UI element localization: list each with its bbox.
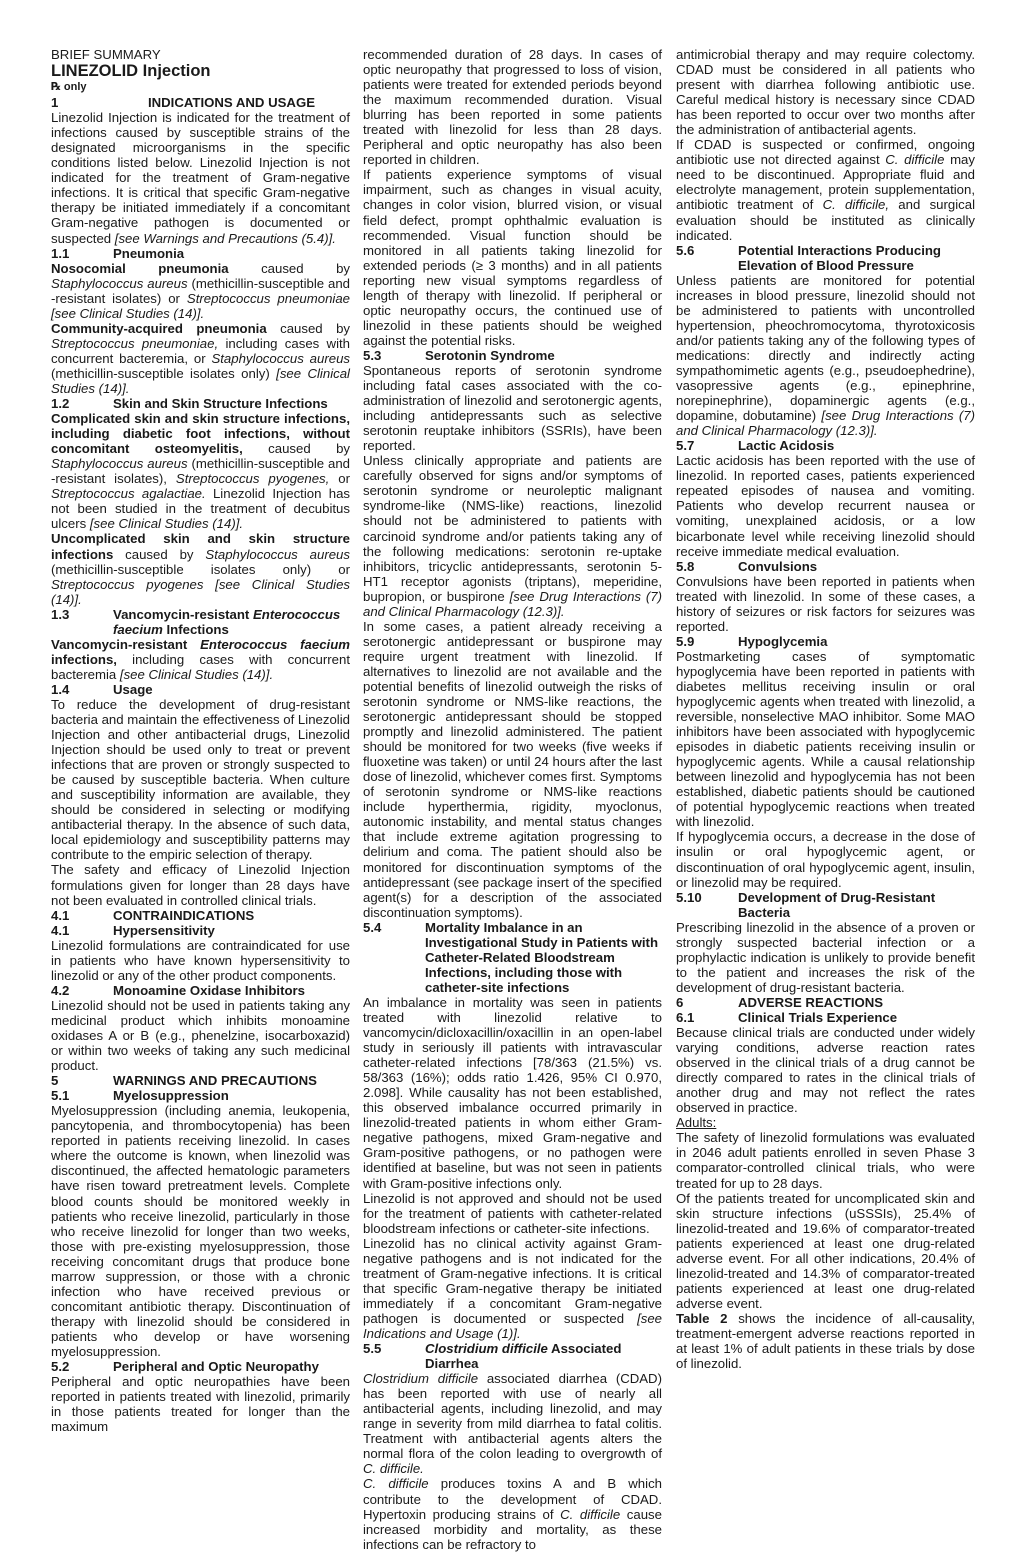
section-4-1-heading: 4.1 Hypersensitivity	[51, 922, 215, 938]
section-4-heading: 4.1 CONTRAINDICATIONS	[51, 907, 255, 923]
adults-text-1: The safety of linezolid formulations was evaluated in 2046 adult patients enrolled in seven Phase 3 comparator-controlled clinical trials, who were treated for up to 28 days.	[676, 1130, 975, 1191]
neuropathy-text: Peripheral and optic neuropathies have been reported in patients treated with linezolid, primarily in those patients treated for longer than the maximum	[51, 1374, 350, 1435]
usage-text-1: To reduce the development of drug-resistant bacteria and maintain the effectiveness of Linezolid Injection and other antibacterial drugs, Linezolid Injection should be used only to treat or prevent infections that are proven or strongly suspected to be caused by susceptible bacteria. When culture and susceptibility information are available, they should be considered in selecting or modifying antibacterial therapy. In the absence of such data, local epidemiology and susceptibility patterns may contribute to the empiric selection of therapy.	[51, 696, 350, 863]
serotonin-text-2: Unless clinically appropriate and patients are carefully observed for signs and/or symptoms of serotonin syndrome or neuroleptic malignant syndrome-like (NMS-like) reactions, linezolid should not be administered to patients with carcinoid syndrome and/or patients taking any of the following medications: serotonin re-uptake inhibitors, tricyclic antidepressants, serotonin 5-HT1 receptor agonists (triptans), meperidine, bupropion, or buspirone [see Drug Interactions (7) and Clinical Pharmacology (12.3)].	[363, 453, 662, 619]
section-5-9-heading: 5.9 Hypoglycemia	[676, 633, 828, 649]
vre-text: Vancomycin-resistant Enterococcus faecium infections, including cases with concurrent bacteremia [see Clinical Studies (14)].	[51, 636, 350, 682]
section-5-3-heading: 5.3 Serotonin Syndrome	[363, 347, 555, 363]
brief-summary-label: BRIEF SUMMARY	[51, 47, 161, 62]
cdad-text-1: Clostridium difficile associated diarrhea (CDAD) has been reported with use of nearly all antibacterial agents, including linezolid, and may range in severity from mild diarrhea to fatal colitis. Treatment with antibacterial agents alters the normal flora of the colon leading to overgrowth of C. difficile.	[363, 1371, 662, 1477]
column-1	[51, 47, 350, 1434]
table-2-reference: Table 2 shows the incidence of all-causality, treatment-emergent adverse reactions reported in at least 1% of adult patients in these trials by dose of linezolid.	[676, 1310, 975, 1372]
section-1-text: Linezolid Injection is indicated for the treatment of infections caused by susceptible strains of the designated microorganisms in the specific conditions listed below. Linezolid Injection is not indicated for the treatment of Gram-negative infections. It is critical that specific Gram-negative therapy be initiated immediately if a concomitant Gram-negative pathogen is documented or suspected [see Warnings and Precautions (5.4)].	[51, 110, 350, 246]
section-1-heading: 1 INDICATIONS AND USAGE	[51, 95, 316, 111]
myelosuppression-text: Myelosuppression (including anemia, leukopenia, pancytopenia, and thrombocytopenia) has been reported in patients receiving linezolid. In cases where the outcome is known, when linezolid was discontinued, the affected hematologic parameters have risen toward pretreatment levels. Complete blood counts should be monitored weekly in patients who receive linezolid, particularly in those who receive linezolid for longer than two weeks, those with pre-existing myelosuppression, those receiving concomitant drugs that produce bone marrow suppression, or those with a chronic infection who have received previous or concomitant antibiotic therapy. Discontinuation of therapy with linezolid should be considered in patients who develop or have worsening myelosuppression.	[51, 1103, 350, 1359]
blood-pressure-text: Unless patients are monitored for potential increases in blood pressure, linezolid should not be administered to patients with uncontrolled hypertension, pheochromocytoma, thyrotoxicosis and/or patients taking any of the following types of medications: directly and indirectly acting sympathomimetic agents (e.g., pseudoephedrine), vasopressive agents (e.g., epinephrine, norepinephrine), dopaminergic agents (e.g., dopamine, dobutamine) [see Drug Interactions (7) and Clinical Pharmacology (12.3)].	[676, 272, 975, 439]
neuropathy-text-cont: recommended duration of 28 days. In cases of optic neuropathy that progressed to loss of vision, patients were treated for extended periods beyond the maximum recommended duration. Visual blurring has been reported in some patients treated with linezolid for less than 28 days. Peripheral and optic neuropathy has also been reported in children.	[363, 47, 662, 168]
adults-subheading: Adults:	[676, 1115, 717, 1131]
section-5-10-heading: 5.10 Development of Drug-Resistant Bacteria	[676, 889, 936, 920]
complicated-ssi-text: Complicated skin and skin structure infections, including diabetic foot infections, without concomitant osteomyelitis, caused by Staphylococcus aureus (methicillin-susceptible and -resistant isolates), Streptococcus pyogenes, or Streptococcus agalactiae. Linezolid Injection has not been studied in the treatment of decubitus ulcers [see Clinical Studies (14)].	[51, 411, 351, 532]
nosocomial-pneumonia-text: Nosocomial pneumonia caused by Staphylococcus aureus (methicillin-susceptible and -resistant isolates) or Streptococcus pneumoniae [see Clinical Studies (14)].	[51, 260, 351, 321]
maoi-text: Linezolid should not be used in patients taking any medicinal product which inhibits monoamine oxidases A or B (e.g., phenelzine, isocarboxazid) or within two weeks of taking any such medicinal product.	[51, 997, 350, 1074]
clinical-trials-text: Because clinical trials are conducted under widely varying conditions, adverse reaction rates observed in the clinical trials of a drug cannot be directly compared to rates in the clinical trials of another drug and may not reflect the rates observed in practice.	[676, 1025, 975, 1116]
section-5-5-heading: 5.5 Clostridium difficile Associated Diarrhea	[363, 1341, 622, 1372]
mortality-text-2: Linezolid is not approved and should not be used for the treatment of patients with catheter-related bloodstream infections or catheter-site infections.	[363, 1190, 662, 1236]
visual-impairment-text: If patients experience symptoms of visual impairment, such as changes in visual acuity, changes in color vision, blurred vision, or visual field defect, prompt ophthalmic evaluation is recommended. Visual function should be monitored in all patients taking linezolid for extended periods (≥ 3 months) and in all patients reporting new visual symptoms regardless of length of therapy with linezolid. If peripheral or optic neuropathy occurs, the continued use of linezolid in these patients should be weighed against the potential risks.	[363, 167, 662, 348]
serotonin-text-3: In some cases, a patient already receiving a serotonergic antidepressant or buspirone may require urgent treatment with linezolid. If alternatives to linezolid are not available and the potential benefits of linezolid outweigh the risks of serotonin syndrome or NMS-like reactions, the serotonergic antidepressant should be stopped promptly and linezolid administered. The patient should be monitored for two weeks (five weeks if fluoxetine was taken) or until 24 hours after the last dose of linezolid, whichever comes first. Symptoms of serotonin syndrome or NMS-like reactions include hyperthermia, rigidity, myoclonus, autonomic instability, and mental status changes that include extreme agitation progressing to delirium and coma. The patient should also be monitored for discontinuation symptoms of the antidepressant (see package insert of the specified agent(s) for a description of the associated discontinuation symptoms).	[363, 618, 662, 920]
section-5-6-heading: 5.6 Potential Interactions Producing Elevation of Blood Pressure	[676, 242, 941, 273]
section-5-7-heading: 5.7 Lactic Acidosis	[676, 438, 835, 454]
section-5-4-heading: 5.4 Mortality Imbalance in an Investigational Study in Patients with Catheter-Related Bloodstream Infections, including those with catheter-site infections	[363, 919, 659, 995]
section-5-8-heading: 5.8 Convulsions	[676, 558, 818, 574]
community-pneumonia-text: Community-acquired pneumonia caused by Streptococcus pneumoniae, including cases with concurrent bacteremia, or Staphylococcus aureus (methicillin-susceptible isolates only) [see Clinical Studies (14)].	[51, 320, 350, 396]
mortality-text-1: An imbalance in mortality was seen in patients treated with linezolid relative to vancomycin/dicloxacillin/oxacillin in an open-label study in seriously ill patients with intravascular catheter-related infections [78/363 (21.5%) vs. 58/363 (16%); odds ratio 1.426, 95% CI 0.970, 2.098]. While causality has not been established, this observed imbalance occurred primarily in linezolid-treated patients in whom either Gram-negative pathogens, mixed Gram-negative and Gram-positive pathogens, or no pathogen were identified at baseline, but was not seen in patients with Gram-positive infections only.	[363, 994, 662, 1191]
section-5-2-heading: 5.2 Peripheral and Optic Neuropathy	[51, 1359, 319, 1375]
hypersensitivity-text: Linezolid formulations are contraindicated for use in patients who have known hypersensitivity to linezolid or any of the other product components.	[51, 937, 350, 983]
column-3	[676, 47, 975, 1371]
section-4-2-heading: 4.2 Monoamine Oxidase Inhibitors	[51, 982, 305, 998]
drug-resistant-text: Prescribing linezolid in the absence of a proven or strongly suspected bacterial infection or a prophylactic indication is unlikely to provide benefit to the patient and increases the risk of the development of drug-resistant bacteria.	[676, 919, 975, 995]
document-title: LINEZOLID Injection	[51, 62, 211, 81]
mortality-text-3: Linezolid has no clinical activity against Gram-negative pathogens and is not indicated for the treatment of Gram-negative infections. It is critical that specific Gram-negative therapy be initiated immediately if a concomitant Gram-negative pathogen is documented or suspected [see Indications and Usage (1)].	[363, 1235, 663, 1341]
cdad-text-cont: antimicrobial therapy and may require colectomy. CDAD must be considered in all patients who present with diarrhea following antibiotic use. Careful medical history is necessary since CDAD has been reported to occur over two months after the administration of antibacterial agents.	[676, 47, 975, 138]
hypoglycemia-text-1: Postmarketing cases of symptomatic hypoglycemia have been reported in patients with diabetes mellitus receiving insulin or oral hypoglycemic agents when treated with linezolid, a reversible, nonselective MAO inhibitor. Some MAO inhibitors have been associated with hypoglycemic episodes in diabetic patients receiving insulin or hypoglycemic agents. While a causal relationship between linezolid and hypoglycemia has not been established, diabetic patients should be cautioned of potential hypoglycemic reactions when treated with linezolid.	[676, 648, 975, 830]
cdad-text-3: If CDAD is suspected or confirmed, ongoing antibiotic use not directed against C. difficile may need to be discontinued. Appropriate fluid and electrolyte management, protein supplementation, antibiotic treatment of C. difficile, and surgical evaluation should be instituted as clinically indicated.	[676, 137, 976, 243]
adults-text-2: Of the patients treated for uncomplicated skin and skin structure infections (uSSSIs), 25.4% of linezolid-treated and 19.6% of comparator-treated patients experienced at least one drug-related adverse event. For all other indications, 20.4% of linezolid-treated and 14.3% of comparator-treated patients experienced at least one drug-related adverse event.	[676, 1190, 975, 1311]
rx-only-label: ℞ only	[51, 81, 87, 94]
section-6-heading: 6 ADVERSE REACTIONS	[676, 994, 884, 1010]
convulsions-text: Convulsions have been reported in patients when treated with linezolid. In some of these cases, a history of seizures or risk factors for seizures was reported.	[676, 573, 975, 634]
section-1-2-heading: 1.2 Skin and Skin Structure Infections	[51, 396, 328, 412]
uncomplicated-ssi-text: Uncomplicated skin and skin structure infections caused by Staphylococcus aureus (methicillin-susceptible isolates only) or Streptococcus pyogenes [see Clinical Studies (14)].	[51, 531, 350, 607]
lactic-acidosis-text: Lactic acidosis has been reported with the use of linezolid. In reported cases, patients experienced repeated episodes of nausea and vomiting. Patients who develop recurrent nausea or vomiting, unexplained acidosis, or a low bicarbonate level while receiving linezolid should receive immediate medical evaluation.	[676, 453, 975, 559]
section-5-heading: 5 WARNINGS AND PRECAUTIONS	[51, 1073, 317, 1089]
section-1-4-heading: 1.4 Usage	[51, 681, 153, 697]
serotonin-text-1: Spontaneous reports of serotonin syndrome including fatal cases associated with the co-administration of linezolid and serotonergic agents, including antidepressants such as selective serotonin reuptake inhibitors (SSRIs), have been reported.	[363, 362, 662, 454]
section-1-3-heading: 1.3 Vancomycin-resistant Enterococcus faecium Infections	[51, 606, 341, 637]
section-1-1-heading: 1.1 Pneumonia	[51, 245, 185, 261]
usage-text-2: The safety and efficacy of Linezolid Injection formulations given for longer than 28 days have not been evaluated in controlled clinical trials.	[51, 862, 350, 908]
section-5-1-heading: 5.1 Myelosuppression	[51, 1088, 229, 1104]
hypoglycemia-text-2: If hypoglycemia occurs, a decrease in the dose of insulin or oral hypoglycemic agent, or discontinuation of oral hypoglycemic agent, insulin, or linezolid may be required.	[676, 829, 975, 890]
section-6-1-heading: 6.1 Clinical Trials Experience	[676, 1010, 898, 1025]
column-2	[363, 47, 662, 1552]
cdad-text-2: C. difficile produces toxins A and B which contribute to the development of CDAD. Hypertoxin producing strains of C. difficile cause increased morbidity and mortality, as these infections can be refractory to	[363, 1476, 662, 1552]
